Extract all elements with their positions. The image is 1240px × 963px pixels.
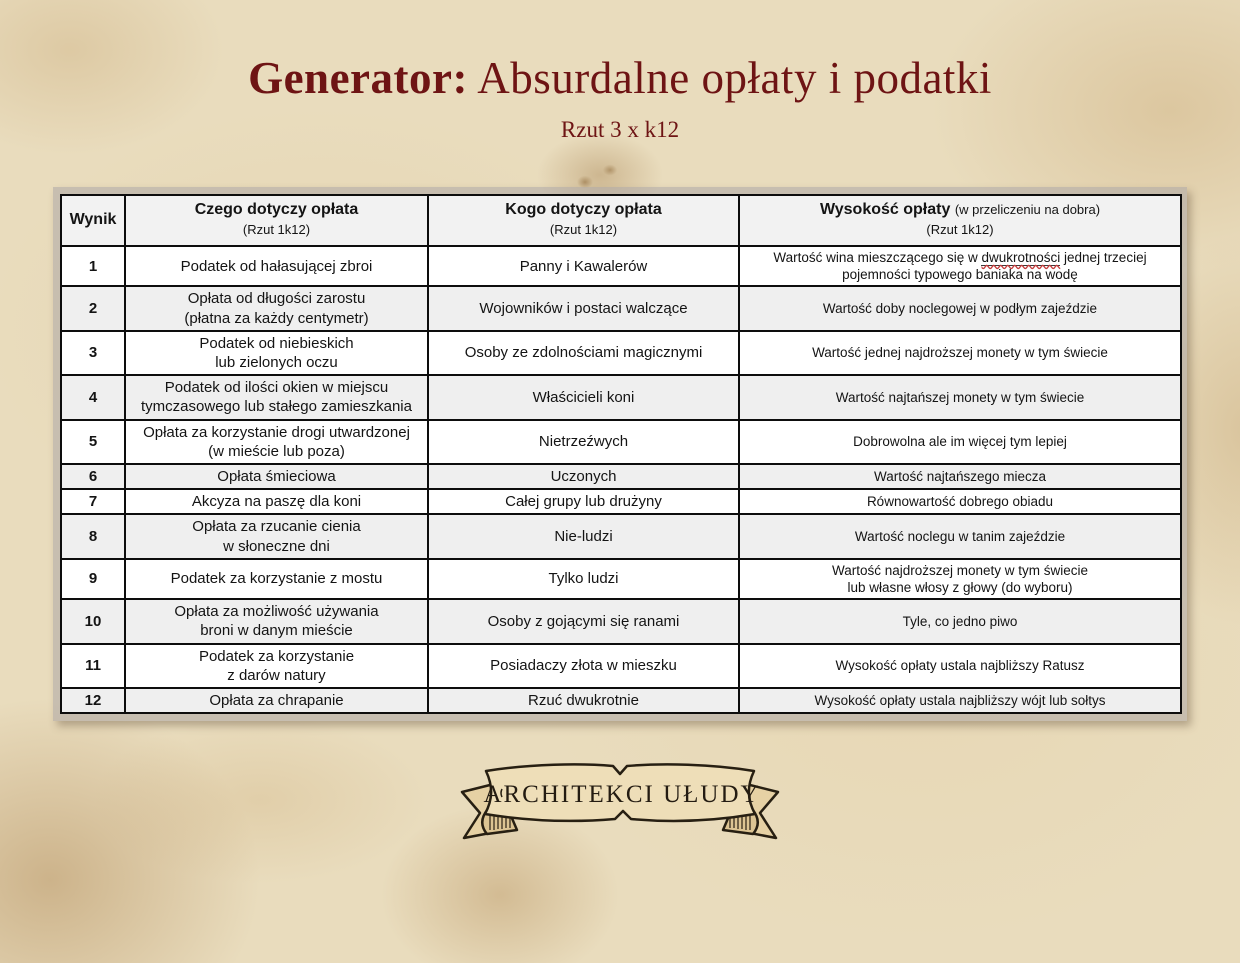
amount-cell: Wysokość opłaty ustala najbliższy Ratusz [739,644,1181,688]
amount-cell: Wartość jednej najdroższej monety w tym świecie [739,331,1181,375]
table-row [61,464,1181,489]
col-header-what: Czego dotyczy opłata (Rzut 1k12) [125,195,428,246]
table-row [61,514,1181,558]
table-row [61,559,1181,600]
result-cell: 6 [61,464,125,489]
who-cell: Tylko ludzi [428,559,739,600]
banner-text: ARCHITEKCI UŁUDY [483,781,761,809]
table-row [61,420,1181,464]
result-cell: 12 [61,688,125,713]
table-row [61,246,1181,287]
amount-cell: Wartość najtańszej monety w tym świecie [739,375,1181,419]
result-cell: 2 [61,286,125,330]
footer-banner [450,751,790,843]
underlined-word: dwukrotności [981,249,1061,265]
result-cell: 3 [61,331,125,375]
who-cell: Wojowników i postaci walczące [428,286,739,330]
amount-cell: Wysokość opłaty ustala najbliższy wójt lub sołtys [739,688,1181,713]
page-title [0,52,1240,104]
header-row [61,195,1181,246]
result-cell: 8 [61,514,125,558]
what-cell: Akcyza na paszę dla koni [125,489,428,514]
table-body [61,246,1181,713]
title-prefix: Generator: [248,53,468,103]
table-row [61,489,1181,514]
col-header-result: Wynik [61,195,125,246]
who-cell: Osoby z gojącymi się ranami [428,599,739,643]
amount-cell: Wartość wina mieszczącego się w dwukrotności jednej trzeciej pojemności typowego baniaka na wodę [739,246,1181,287]
what-cell: Podatek od niebieskich lub zielonych oczu [125,331,428,375]
what-cell: Podatek od hałasującej zbroi [125,246,428,287]
amount-cell: Równowartość dobrego obiadu [739,489,1181,514]
who-cell: Panny i Kawalerów [428,246,739,287]
table-header [61,195,1181,246]
col-header-amount: Wysokość opłaty (w przeliczeniu na dobra) (Rzut 1k12) [739,195,1181,246]
who-cell: Uczonych [428,464,739,489]
what-cell: Opłata za korzystanie drogi utwardzonej (w mieście lub poza) [125,420,428,464]
what-cell: Opłata za możliwość używania broni w danym mieście [125,599,428,643]
table-row [61,599,1181,643]
table-row [61,375,1181,419]
who-cell: Osoby ze zdolnościami magicznymi [428,331,739,375]
result-cell: 5 [61,420,125,464]
who-cell: Posiadaczy złota w mieszku [428,644,739,688]
who-cell: Nietrzeźwych [428,420,739,464]
page [0,52,1240,843]
table-row [61,286,1181,330]
result-cell: 10 [61,599,125,643]
amount-cell: Wartość najdroższej monety w tym świecie lub własne włosy z głowy (do wyboru) [739,559,1181,600]
amount-cell: Wartość noclegu w tanim zajeździe [739,514,1181,558]
result-cell: 11 [61,644,125,688]
table-row [61,688,1181,713]
amount-cell: Tyle, co jedno piwo [739,599,1181,643]
who-cell: Rzuć dwukrotnie [428,688,739,713]
subtitle: Rzut 3 x k12 [560,117,680,142]
what-cell: Opłata od długości zarostu (płatna za każdy centymetr) [125,286,428,330]
who-cell: Właścicieli koni [428,375,739,419]
col-header-who: Kogo dotyczy opłata (Rzut 1k12) [428,195,739,246]
what-cell: Opłata za chrapanie [125,688,428,713]
result-cell: 9 [61,559,125,600]
table-row [61,331,1181,375]
ribbon-banner-graphic [450,751,790,843]
table-panel [53,187,1187,721]
what-cell: Opłata śmieciowa [125,464,428,489]
who-cell: Całej grupy lub drużyny [428,489,739,514]
amount-cell: Dobrowolna ale im więcej tym lepiej [739,420,1181,464]
who-cell: Nie-ludzi [428,514,739,558]
result-cell: 1 [61,246,125,287]
what-cell: Podatek za korzystanie z darów natury [125,644,428,688]
amount-cell: Wartość doby noclegowej w podłym zajeździe [739,286,1181,330]
table-row [61,644,1181,688]
generator-table [60,194,1182,714]
what-cell: Opłata za rzucanie cienia w słoneczne dni [125,514,428,558]
what-cell: Podatek od ilości okien w miejscu tymczasowego lub stałego zamieszkania [125,375,428,419]
amount-cell: Wartość najtańszego miecza [739,464,1181,489]
result-cell: 4 [61,375,125,419]
what-cell: Podatek za korzystanie z mostu [125,559,428,600]
title-rest: Absurdalne opłaty i podatki [477,53,992,103]
result-cell: 7 [61,489,125,514]
